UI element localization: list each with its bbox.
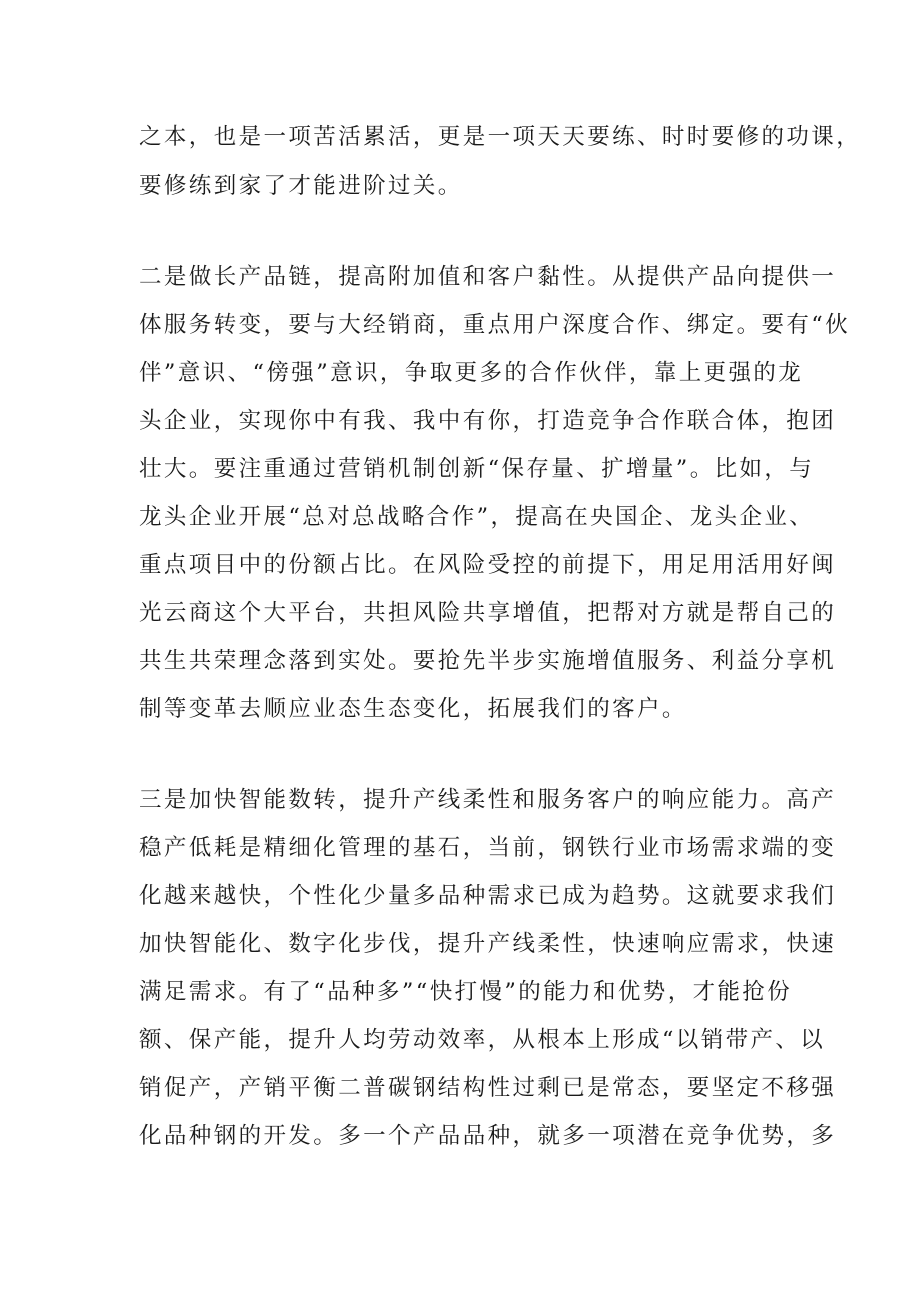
- paragraph-2-line-10: 制等变革去顺应业态生态变化，拓展我们的客户。: [139, 696, 687, 722]
- paragraph-3-line-3: 化越来越快，个性化少量多品种需求已成为趋势。这就要求我们: [139, 883, 837, 909]
- paragraph-1-line-2: 要修练到家了才能进阶过关。: [139, 173, 463, 199]
- paragraph-2-line-9: 共生共荣理念落到实处。要抢先半步实施增值服务、利益分享机: [139, 648, 837, 674]
- paragraph-3-line-4: 加快智能化、数字化步伐，提升产线柔性，快速响应需求，快速: [139, 931, 837, 957]
- paragraph-2-line-3: 伴”意识、“傍强”意识，争取更多的合作伙伴，靠上更强的龙: [139, 360, 804, 386]
- paragraph-2-line-8: 光云商这个大平台，共担风险共享增值，把帮对方就是帮自己的: [139, 600, 837, 626]
- paragraph-1-line-1: 之本，也是一项苦活累活，更是一项天天要练、时时要修的功课，: [139, 124, 862, 150]
- paragraph-3-line-8: 化品种钢的开发。多一个产品品种，就多一项潜在竞争优势，多: [139, 1123, 837, 1149]
- paragraph-2-line-1: 二是做长产品链，提高附加值和客户黏性。从提供产品向提供一: [139, 264, 837, 290]
- paragraph-3-line-5: 满足需求。有了“品种多”“快打慢”的能力和优势，才能抢份: [139, 979, 793, 1005]
- paragraph-3-line-2: 稳产低耗是精细化管理的基石，当前，钢铁行业市场需求端的变: [139, 835, 837, 861]
- paragraph-2-line-6: 龙头企业开展“总对总战略合作”，提高在央国企、龙头企业、: [139, 504, 815, 530]
- paragraph-2-line-4: 头企业，实现你中有我、我中有你，打造竞争合作联合体，抱团: [139, 408, 837, 434]
- paragraph-3-line-6: 额、保产能，提升人均劳动效率，从根本上形成“以销带产、以: [139, 1027, 826, 1053]
- paragraph-3-line-7: 销促产，产销平衡二普碳钢结构性过剩已是常态，要坚定不移强: [139, 1075, 837, 1101]
- paragraph-2-line-7: 重点项目中的份额占比。在风险受控的前提下，用足用活用好闽: [139, 552, 837, 578]
- paragraph-2-line-5: 壮大。要注重通过营销机制创新“保存量、扩增量”。比如，与: [139, 456, 815, 482]
- paragraph-3-line-1: 三是加快智能数转，提升产线柔性和服务客户的响应能力。高产: [139, 787, 837, 813]
- paragraph-2-line-2: 体服务转变，要与大经销商，重点用户深度合作、绑定。要有“伙: [139, 312, 851, 338]
